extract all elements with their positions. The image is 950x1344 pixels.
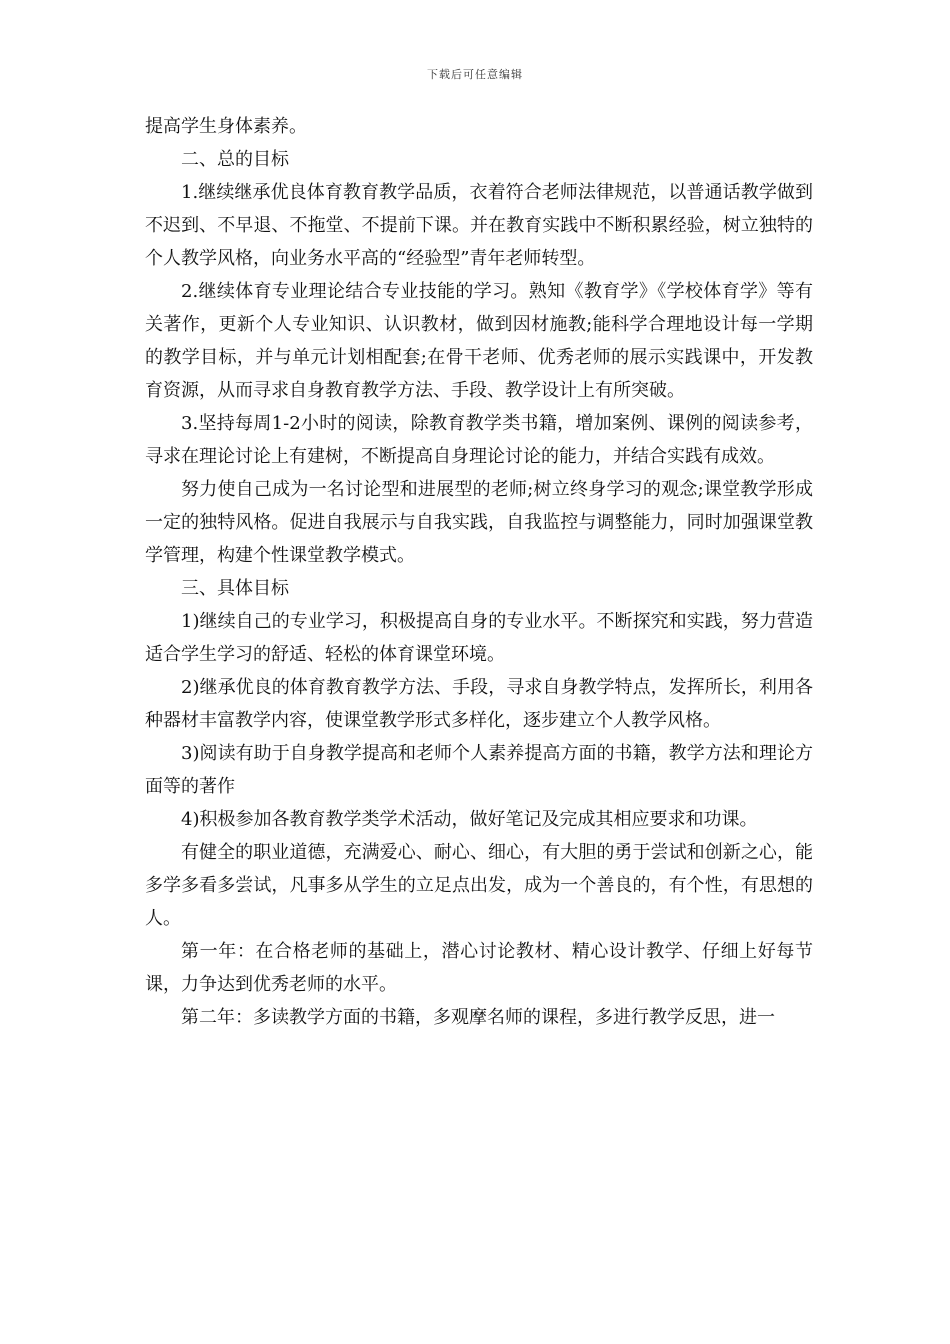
paragraph: 1)继续自己的专业学习，积极提高自身的专业水平。不断探究和实践，努力营造适合学生学习的舒适、轻松的体育课堂环境。 <box>145 611 813 665</box>
paragraph: 2.继续体育专业理论结合专业技能的学习。熟知《教育学》《学校体育学》等有关著作，更新个人专业知识、认识教材，做到因材施教;能科学合理地设计每一学期的教学目标，并与单元计划相配套;在骨干老师、优秀老师的展示实践课中，开发教育资源，从而寻求自身教育教学方法、手段、教学设计上有所突破。 <box>145 281 813 401</box>
paragraph: 有健全的职业道德，充满爱心、耐心、细心，有大胆的勇于尝试和创新之心，能多学多看多尝试，凡事多从学生的立足点出发，成为一个善良的，有个性，有思想的人。 <box>145 842 813 929</box>
paragraph: 努力使自己成为一名讨论型和进展型的老师;树立终身学习的观念;课堂教学形成一定的独特风格。促进自我展示与自我实践，自我监控与调整能力，同时加强课堂教学管理，构建个性课堂教学模式。 <box>145 479 813 566</box>
section-heading: 三、具体目标 <box>181 578 289 599</box>
paragraph: 提高学生身体素养。 <box>145 116 307 137</box>
paragraph: 1.继续继承优良体育教育教学品质，衣着符合老师法律规范，以普通话教学做到不迟到、不早退、不拖堂、不提前下课。并在教育实践中不断积累经验，树立独特的个人教学风格，向业务水平高的“经验型”青年老师转型。 <box>145 182 813 269</box>
paragraph: 3.坚持每周1-2小时的阅读，除教育教学类书籍，增加案例、课例的阅读参考，寻求在理论讨论上有建树，不断提高自身理论讨论的能力，并结合实践有成效。 <box>145 413 813 467</box>
paragraph: 2)继承优良的体育教育教学方法、手段，寻求自身教学特点，发挥所长，利用各种器材丰富教学内容，使课堂教学形式多样化，逐步建立个人教学风格。 <box>145 677 813 731</box>
paragraph: 第一年：在合格老师的基础上，潜心讨论教材、精心设计教学、仔细上好每节课，力争达到优秀老师的水平。 <box>145 941 813 995</box>
section-heading: 二、总的目标 <box>181 149 289 170</box>
paragraph: 第二年：多读教学方面的书籍，多观摩名师的课程，多进行教学反思，进一 <box>181 1007 775 1028</box>
paragraph: 3)阅读有助于自身教学提高和老师个人素养提高方面的书籍，教学方法和理论方面等的著作 <box>145 743 813 797</box>
page-header: 下载后可任意编辑 <box>427 68 523 81</box>
document-body <box>145 110 813 1034</box>
paragraph: 4)积极参加各教育教学类学术活动，做好笔记及完成其相应要求和功课。 <box>181 809 758 830</box>
